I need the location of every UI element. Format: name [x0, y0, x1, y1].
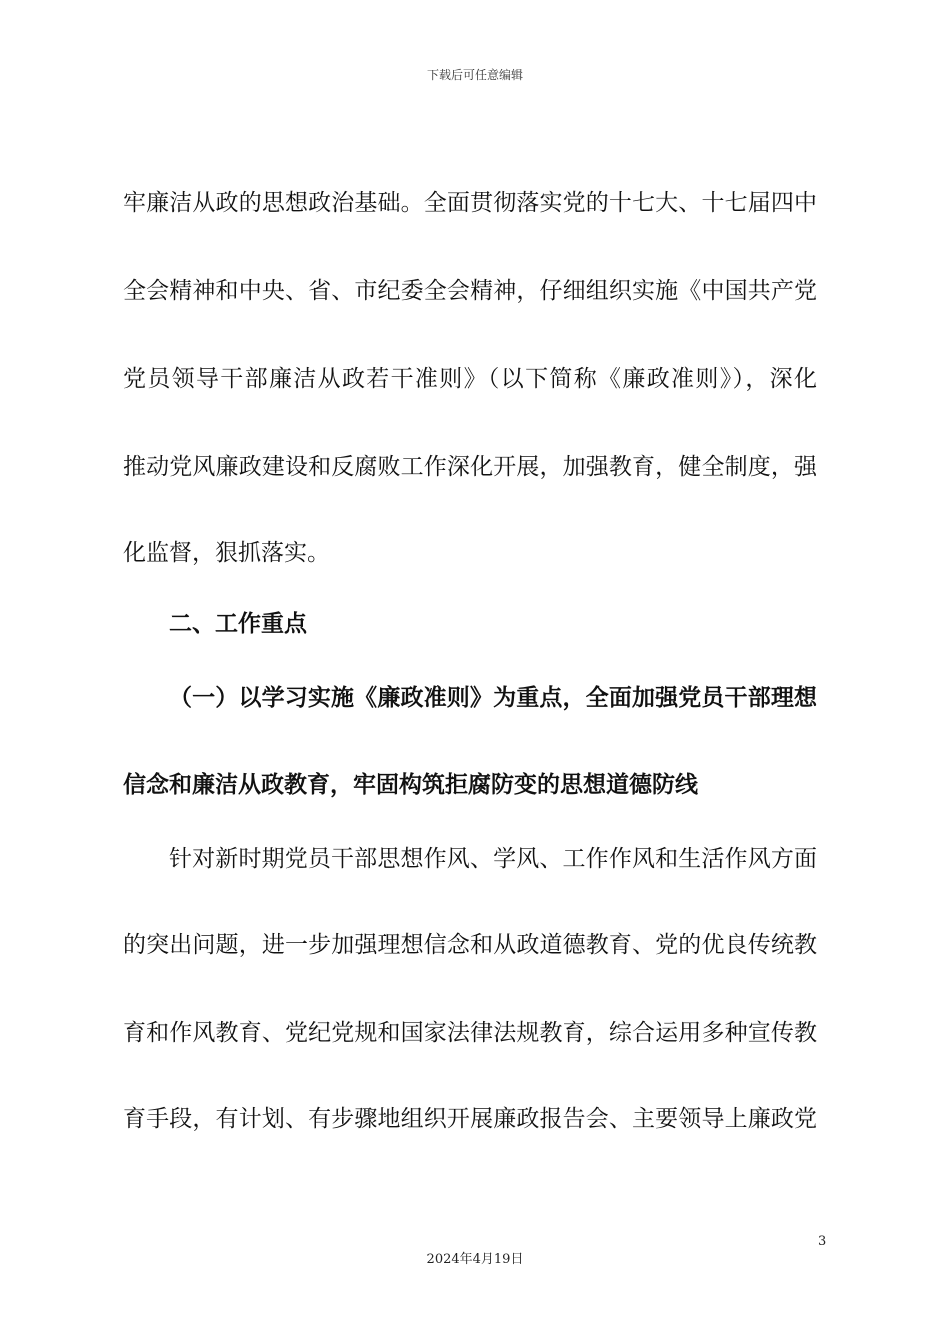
page-header: 下载后可任意编辑	[426, 68, 523, 82]
body-line-1: 牢廉洁从政的思想政治基础。全面贯彻落实党的十七大、十七届四中	[123, 190, 817, 216]
subheading-line-2: 信念和廉洁从政教育，牢固构筑拒腐防变的思想道德防线	[123, 772, 698, 798]
subheading-line-1: （一）以学习实施《廉政准则》为重点，全面加强党员干部理想	[169, 685, 817, 711]
paragraph-line-3: 育和作风教育、党纪党规和国家法律法规教育，综合运用多种宣传教	[123, 1020, 817, 1046]
page-number: 3	[818, 1234, 827, 1249]
paragraph-line-2: 的突出问题，进一步加强理想信念和从政道德教育、党的优良传统教	[123, 932, 817, 958]
body-line-2: 全会精神和中央、省、市纪委全会精神，仔细组织实施《中国共产党	[123, 278, 817, 304]
body-line-5: 化监督，狠抓落实。	[123, 540, 330, 566]
body-line-4: 推动党风廉政建设和反腐败工作深化开展，加强教育，健全制度，强	[123, 454, 817, 480]
body-line-3: 党员领导干部廉洁从政若干准则》（以下简称《廉政准则》），深化	[123, 366, 817, 392]
page-footer-date: 2024年4月19日	[426, 1252, 524, 1267]
section-heading: 二、工作重点	[169, 611, 307, 637]
paragraph-line-1: 针对新时期党员干部思想作风、学风、工作作风和生活作风方面	[169, 846, 817, 872]
paragraph-line-4: 育手段，有计划、有步骤地组织开展廉政报告会、主要领导上廉政党	[123, 1106, 817, 1132]
